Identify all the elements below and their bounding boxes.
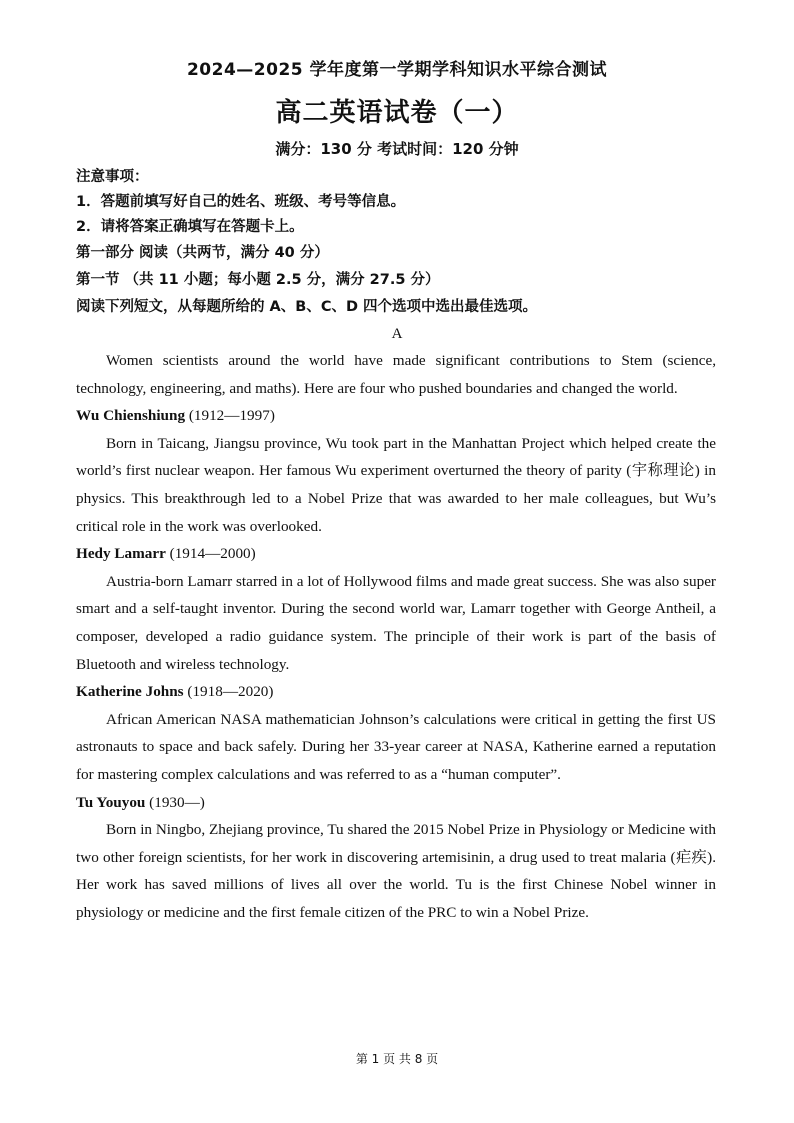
person-years: (1918—2020) [183, 683, 274, 701]
passage-intro: Women scientists around the world have made significant contributions to Stem (science, technology, engineering, and maths). Here are four who pushed boundaries and changed the world. [76, 352, 716, 397]
exam-supertitle: 2024—2025 学年度第一学期学科知识水平综合测试 [186, 60, 608, 80]
person-heading [76, 540, 716, 568]
person-name: Hedy Lamarr [76, 545, 166, 563]
passage-label: A [391, 326, 403, 342]
person-heading [76, 789, 716, 817]
part-heading: 第一部分 阅读（共两节，满分 40 分） [76, 245, 329, 261]
person-name: Tu Youyou [76, 793, 146, 811]
person-name: Katherine Johns [76, 683, 184, 701]
directions: 阅读下列短文，从每题所给的 A、B、C、D 四个选项中选出最佳选项。 [76, 299, 538, 315]
exam-title: 高二英语试卷（一） [275, 98, 519, 128]
score-info: 满分：130 分 考试时间：120 分钟 [275, 140, 519, 158]
person-bio: African American NASA mathematician Johnson’s calculations were critical in getting the first US astronauts to space and back safely. During her 33-year career at NASA, Katherine earned a reputation for mastering complex calculations and was referred to as a “human computer”. [76, 710, 716, 783]
person-bio: Born in Ningbo, Zhejiang province, Tu shared the 2015 Nobel Prize in Physiology or Medicine with two other foreign scientists, for her work in discovering artemisinin, a drug used to treat malaria (疟疾). Her work has saved millions of lives all over the world. Tu is the first Chinese Nobel winner in physiology or medicine and the first female citizen of the PRC to win a Nobel Prize. [76, 821, 716, 921]
person-heading [76, 678, 716, 706]
person-name: Wu Chienshiung [76, 407, 186, 425]
person-bio: Austria-born Lamarr starred in a lot of Hollywood films and made great success. She was also super smart and a self-taught inventor. During the second world war, Lamarr together with George Antheil, a composer, developed a radio guidance system. The principle of their work is part of the basis of Bluetooth and wireless technology. [76, 572, 716, 673]
person-years: (1914—2000) [165, 545, 256, 563]
page-indicator: 第 1 页 共 8 页 [355, 1052, 439, 1066]
person-heading [76, 402, 716, 430]
notice-item-1: 1．答题前填写好自己的姓名、班级、考号等信息。 [76, 194, 406, 210]
person-years: (1930—) [145, 793, 205, 811]
passage-body [76, 347, 716, 926]
section-heading: 第一节 （共 11 小题；每小题 2.5 分，满分 27.5 分） [76, 272, 440, 288]
notice-item-2: 2．请将答案正确填写在答题卡上。 [76, 219, 304, 235]
notice-title: 注意事项： [76, 169, 149, 185]
person-bio: Born in Taicang, Jiangsu province, Wu took part in the Manhattan Project which helped create the world’s first nuclear weapon. Her famous Wu experiment overturned the theory of parity (宇称理论) in physics. This breakthrough led to a Nobel Prize that was awarded to her male colleagues, but Wu’s critical role in the work was overlooked. [76, 434, 716, 535]
person-years: (1912—1997) [185, 407, 275, 425]
